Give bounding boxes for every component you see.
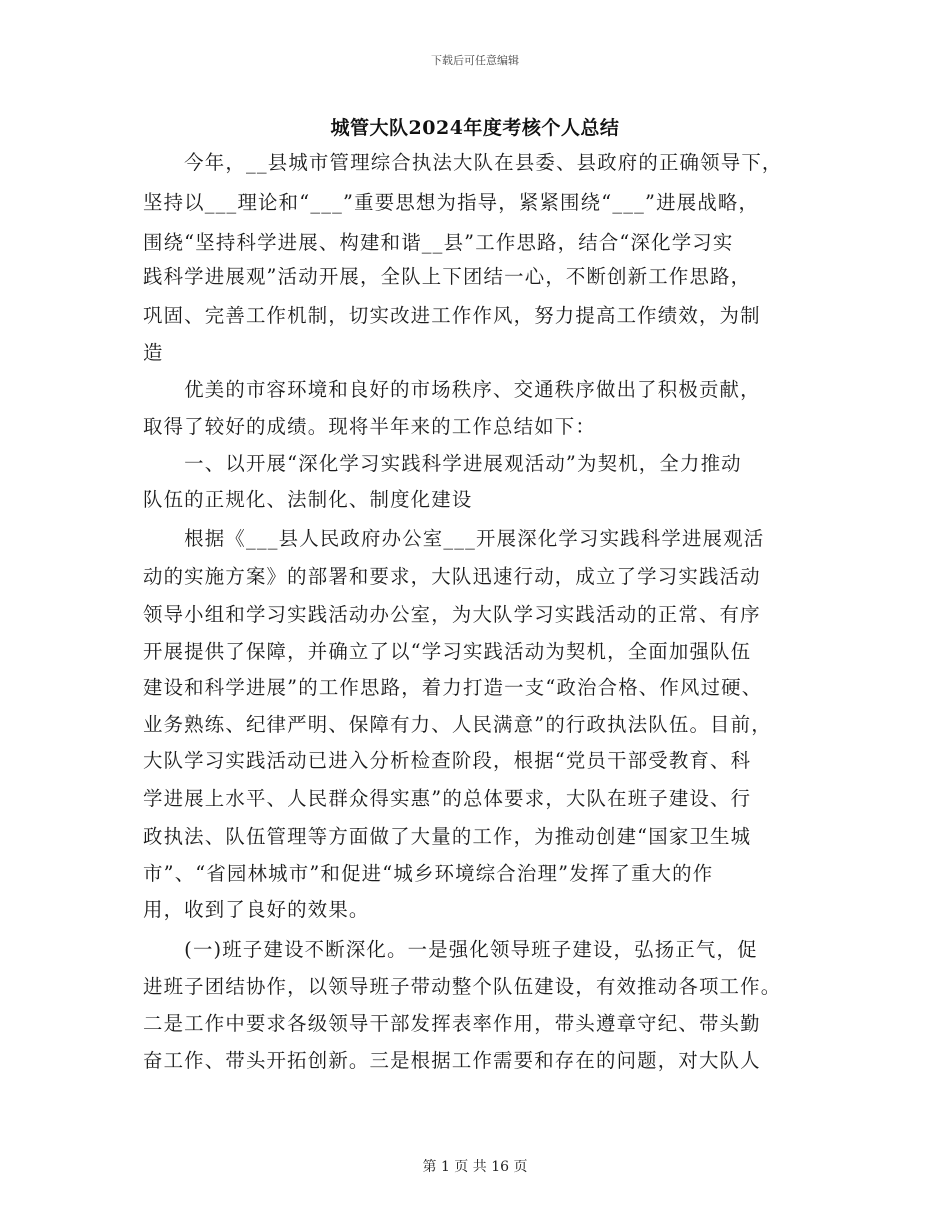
body-line: 领导小组和学习实践活动办公室，为大队学习实践活动的正常、有序 — [143, 603, 761, 626]
body-line: 根据《___县人民政府办公室___开展深化学习实践科学进展观活 — [143, 527, 765, 550]
body-line: 围绕“坚持科学进展、构建和谐__县”工作思路，结合“深化学习实 — [143, 231, 734, 254]
body-line: 大队学习实践活动已进入分析检查阶段，根据“党员干部受教育、科 — [143, 749, 752, 772]
body-line: (一)班子建设不断深化。一是强化领导班子建设，弘扬正气，促 — [143, 938, 758, 961]
body-line: 队伍的正规化、法制化、制度化建设 — [143, 488, 473, 511]
body-line: 坚持以___理论和“___”重要思想为指导，紧紧围绕“___”进展战略， — [143, 191, 760, 214]
document-title: 城管大队2024年度考核个人总结 — [330, 117, 620, 139]
body-line: 今年，__县城市管理综合执法大队在县委、县政府的正确领导下， — [143, 151, 783, 174]
page-footer: 第 1 页 共 16 页 — [422, 1159, 528, 1175]
body-line: 一、以开展“深化学习实践科学进展观活动”为契机，全力推动 — [143, 452, 742, 475]
body-line: 开展提供了保障，并确立了以“学习实践活动为契机，全面加强队伍 — [143, 640, 752, 663]
body-line: 用，收到了良好的效果。 — [143, 898, 370, 921]
body-line: 造 — [143, 341, 164, 364]
body-line: 政执法、队伍管理等方面做了大量的工作，为推动创建“国家卫生城 — [143, 825, 752, 848]
body-line: 取得了较好的成绩。现将半年来的工作总结如下： — [143, 415, 596, 438]
header-note: 下载后可任意编辑 — [431, 54, 519, 67]
body-line: 践科学进展观”活动开展，全队上下团结一心，不断创新工作思路， — [143, 265, 752, 288]
body-line: 市”、“省园林城市”和促进“城乡环境综合治理”发挥了重大的作 — [143, 862, 714, 885]
body-line: 奋工作、带头开拓创新。三是根据工作需要和存在的问题，对大队人 — [143, 1049, 761, 1072]
body-line: 动的实施方案》的部署和要求，大队迅速行动，成立了学习实践活动 — [143, 565, 761, 588]
body-line: 业务熟练、纪律严明、保障有力、人民满意”的行政执法队伍。目前， — [143, 713, 772, 736]
body-line: 巩固、完善工作机制，切实改进工作作风，努力提高工作绩效，为制 — [143, 304, 761, 327]
body-line: 二是工作中要求各级领导干部发挥表率作用，带头遵章守纪、带头勤 — [143, 1012, 761, 1035]
body-line: 学进展上水平、人民群众得实惠”的总体要求，大队在班子建设、行 — [143, 787, 752, 810]
body-line: 建设和科学进展”的工作思路，着力打造一支“政治合格、作风过硬、 — [143, 676, 763, 699]
body-line: 进班子团结协作，以领导班子带动整个队伍建设，有效推动各项工作。 — [143, 975, 782, 998]
body-line: 优美的市容环境和良好的市场秩序、交通秩序做出了积极贡献， — [143, 378, 761, 401]
